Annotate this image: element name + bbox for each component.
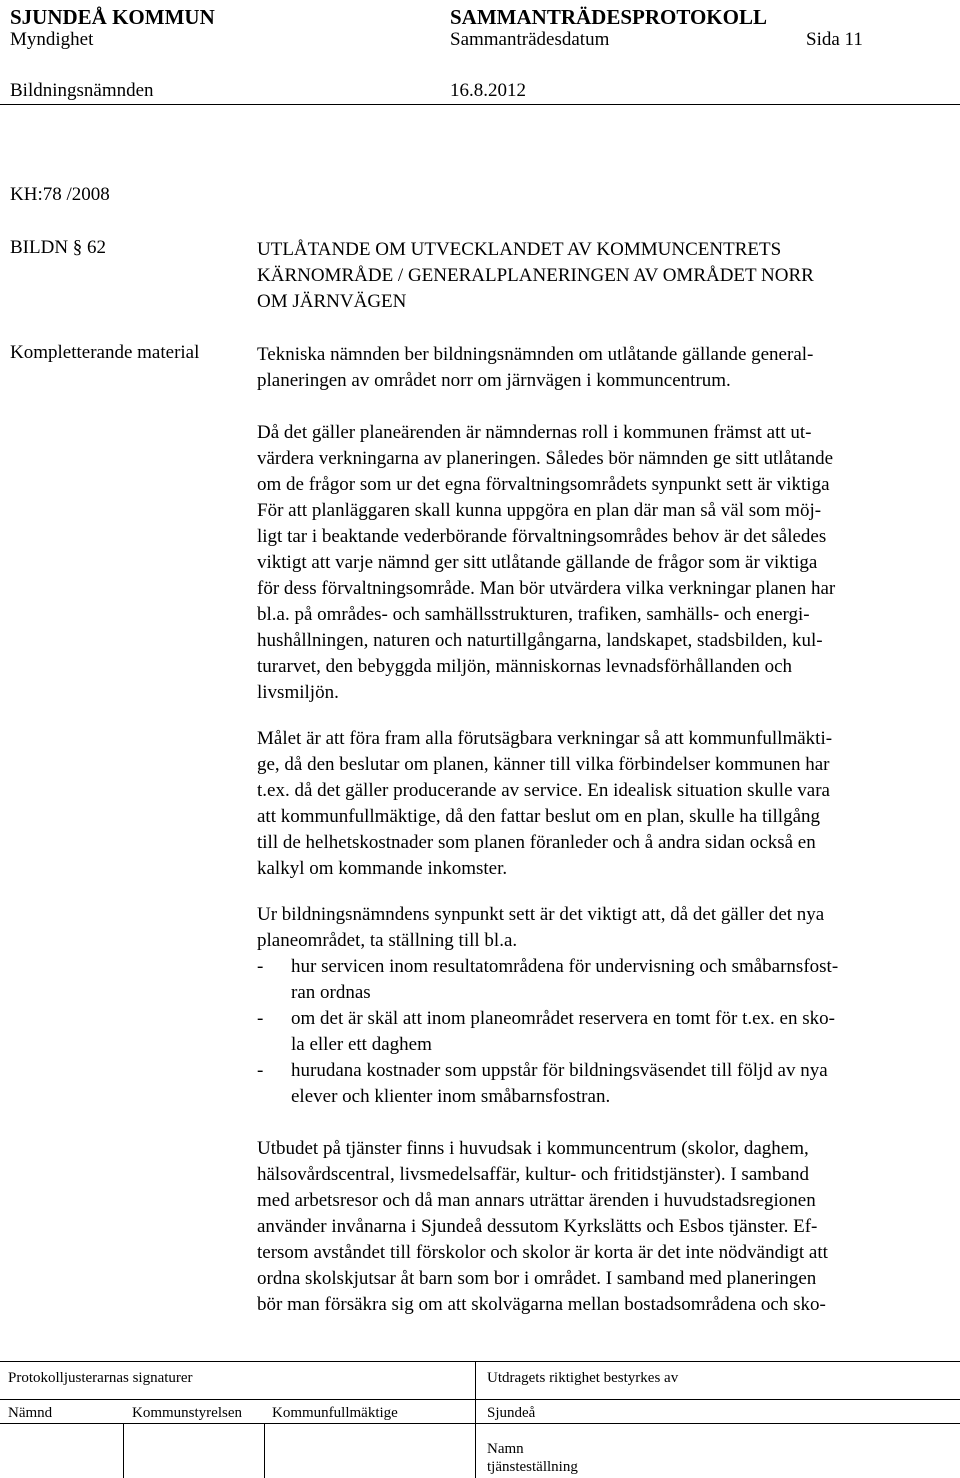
footer-col-committee: Nämnd	[8, 1405, 53, 1421]
text-line: ran ordnas	[291, 982, 371, 1003]
text-line: elever och klienter inom småbarnsfostran.	[291, 1086, 611, 1107]
case-title-line: KÄRNOMRÅDE / GENERALPLANERINGEN AV OMRÅDET NORR	[257, 265, 814, 286]
text-line: planeområdet, ta ställning till bl.a.	[257, 930, 518, 951]
text-line: t.ex. då det gäller producerande av service. En idealisk situation skulle vara	[257, 780, 830, 801]
text-line: Utbudet på tjänster finns i huvudsak i kommuncentrum (skolor, daghem,	[257, 1138, 809, 1159]
list-dash: -	[257, 956, 264, 977]
footer-name-label: Namn	[487, 1441, 524, 1457]
text-line: om de frågor som ur det egna förvaltningsområdets synpunkt sett är viktiga	[257, 474, 830, 495]
text-line: att kommunfullmäktige, då den fattar beslut om en plan, skulle ha tillgång	[257, 806, 821, 827]
document-type: SAMMANTRÄDESPROTOKOLL	[450, 5, 767, 29]
text-line: med arbetsresor och då man annars uträttar ärenden i huvudstadsregionen	[257, 1190, 816, 1211]
text-line: för dess förvaltningsområde. Man bör utvärdera vilka verkningar planen har	[257, 578, 836, 599]
paragraph-goal	[257, 726, 947, 882]
list-item	[257, 954, 947, 1006]
header-divider	[0, 104, 960, 105]
footer-col-place: Sjundeå	[487, 1405, 536, 1421]
text-line: hushållningen, naturen och naturtillgångarna, landskapet, stadsbilden, kul-	[257, 630, 823, 651]
text-line: hurudana kostnader som uppstår för bildningsväsendet till följd av nya	[291, 1060, 828, 1081]
footer-col-council: Kommunfullmäktige	[272, 1405, 398, 1421]
text-line: Ur bildningsnämndens synpunkt sett är det viktigt att, då det gäller det nya	[257, 904, 825, 925]
text-line: Då det gäller planeärenden är nämndernas roll i kommunen främst att ut-	[257, 422, 812, 443]
page-number: Sida 11	[806, 29, 863, 50]
footer-top-line	[0, 1361, 960, 1362]
paragraph-viewpoint	[257, 902, 947, 1110]
paragraph-role	[257, 420, 947, 706]
text-line: Tekniska nämnden ber bildningsnämnden om utlåtande gällande general-	[257, 344, 814, 365]
signatures-label: Protokolljusterarnas signaturer	[8, 1370, 193, 1386]
footer-mid-line	[0, 1399, 960, 1400]
case-title-line: UTLÅTANDE OM UTVECKLANDET AV KOMMUNCENTRETS	[257, 239, 782, 260]
text-line: värdera verkningarna av planeringen. Således bör nämnden ge sitt utlåtande	[257, 448, 834, 469]
date-label: Sammanträdesdatum	[450, 29, 610, 50]
list-item	[257, 1006, 947, 1058]
footer-center-divider	[475, 1361, 476, 1478]
text-line: till de helhetskostnader som planen föranleder och å andra sidan också en	[257, 832, 816, 853]
list-item	[257, 1058, 947, 1110]
text-line: För att planläggaren skall kunna uppgöra en plan där man så väl som möj-	[257, 500, 822, 521]
footer-position-label: tjänsteställning	[487, 1459, 578, 1475]
list-dash: -	[257, 1008, 264, 1029]
footer-col-divider	[264, 1423, 265, 1478]
authority-label: Myndighet	[10, 29, 94, 50]
text-line: kalkyl om kommande inkomster.	[257, 858, 508, 879]
text-line: turarvet, den bebyggda miljön, människornas levnadsförhållanden och	[257, 656, 793, 677]
text-line: planeringen av området norr om järnvägen i kommuncentrum.	[257, 370, 731, 391]
side-label: Kompletterande material	[10, 342, 200, 363]
text-line: ge, då den beslutar om planen, känner till vilka förbindelser kommunen har	[257, 754, 830, 775]
text-line: bl.a. på områdes- och samhällsstrukturen, trafiken, samhälls- och energi-	[257, 604, 810, 625]
text-line: använder invånarna i Sjundeå dessutom Kyrkslätts och Esbos tjänster. Ef-	[257, 1216, 818, 1237]
case-title	[257, 237, 814, 315]
authority-name: Bildningsnämnden	[10, 80, 154, 101]
paragraph-services	[257, 1136, 947, 1318]
organization-name: SJUNDEÅ KOMMUN	[10, 5, 215, 29]
text-line: bör man försäkra sig om att skolvägarna mellan bostadsområdena och sko-	[257, 1294, 826, 1315]
meeting-date: 16.8.2012	[450, 80, 526, 101]
footer-col-board: Kommunstyrelsen	[132, 1405, 242, 1421]
section-number: BILDN § 62	[10, 237, 107, 258]
text-line: viktigt att varje nämnd ger sitt utlåtande gällande de frågor som är viktiga	[257, 552, 818, 573]
text-line: ligt tar i beaktande vederbörande förvaltningsområdes behov är det således	[257, 526, 827, 547]
text-line: la eller ett daghem	[291, 1034, 432, 1055]
paragraph-request	[257, 342, 947, 394]
text-line: Målet är att föra fram alla förutsägbara verkningar så att kommunfullmäkti-	[257, 728, 833, 749]
text-line: hälsovårdscentral, livsmedelsaffär, kultur- och fritidstjänster). I samband	[257, 1164, 809, 1185]
case-reference: KH:78 /2008	[10, 184, 110, 205]
text-line: hur servicen inom resultatområdena för undervisning och småbarnsfost-	[291, 956, 839, 977]
text-line: om det är skäl att inom planeområdet reservera en tomt för t.ex. en sko-	[291, 1008, 835, 1029]
certified-label: Utdragets riktighet bestyrkes av	[487, 1370, 679, 1386]
footer-col-divider	[123, 1423, 124, 1478]
list-dash: -	[257, 1060, 264, 1081]
footer-row-line	[0, 1423, 960, 1424]
case-title-line: OM JÄRNVÄGEN	[257, 291, 407, 312]
text-line: tersom avståndet till förskolor och skolor är korta är det inte nödvändigt att	[257, 1242, 828, 1263]
text-line: ordna skolskjutsar åt barn som bor i området. I samband med planeringen	[257, 1268, 817, 1289]
text-line: livsmiljön.	[257, 682, 339, 703]
